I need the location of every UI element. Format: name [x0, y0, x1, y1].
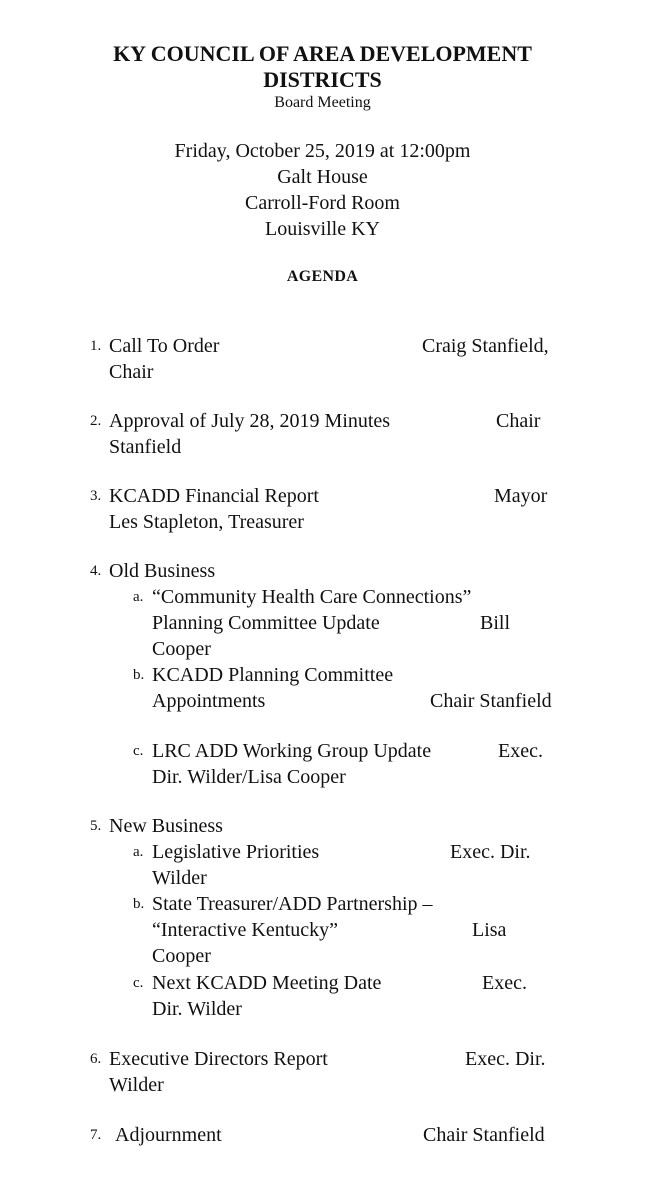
meeting-venue: Galt House [277, 166, 368, 188]
item-number: 6. [90, 1051, 102, 1067]
document-title-line1: KY COUNCIL OF AREA DEVELOPMENT [113, 41, 532, 66]
meeting-room: Carroll-Ford Room [245, 192, 400, 214]
sub-item-letter: c. [133, 975, 144, 991]
item-number: 1. [90, 338, 102, 354]
item-presenter: Chair [496, 410, 541, 432]
sub-item-title-cont: “Interactive Kentucky” [152, 919, 339, 941]
sub-item-presenter: Exec. Dir. [450, 841, 531, 863]
item-number: 5. [90, 818, 102, 834]
item-title: Call To Order [109, 335, 220, 357]
document-title-line2: DISTRICTS [263, 67, 382, 92]
item-presenter: Craig Stanfield, [422, 335, 549, 357]
item-number: 7. [90, 1127, 102, 1143]
sub-item-presenter-cont: Cooper [152, 638, 211, 660]
item-title: Executive Directors Report [109, 1048, 328, 1070]
item-presenter-cont: Les Stapleton, Treasurer [109, 511, 304, 533]
item-number: 2. [90, 413, 102, 429]
item-title: New Business [109, 815, 223, 837]
item-presenter: Mayor [494, 485, 548, 507]
item-title: Adjournment [115, 1124, 222, 1146]
sub-item-presenter: Exec. [482, 972, 527, 994]
meeting-city: Louisville KY [265, 218, 380, 240]
sub-item-letter: c. [133, 743, 144, 759]
sub-item-title: LRC ADD Working Group Update [152, 740, 432, 762]
sub-item-title: KCADD Planning Committee [152, 664, 394, 686]
sub-item-presenter: Chair Stanfield [430, 690, 552, 712]
item-title: Old Business [109, 560, 216, 582]
sub-item-title: “Community Health Care Connections” [152, 586, 472, 608]
sub-item-letter: b. [133, 896, 145, 912]
sub-item-letter: a. [133, 844, 144, 860]
agenda-heading: AGENDA [286, 268, 359, 285]
sub-item-title: State Treasurer/ADD Partnership – [152, 893, 433, 915]
sub-item-presenter-cont: Dir. Wilder/Lisa Cooper [152, 766, 346, 788]
item-presenter-cont: Wilder [109, 1074, 164, 1096]
sub-item-presenter-cont: Wilder [152, 867, 207, 889]
sub-item-presenter: Exec. [498, 740, 543, 762]
sub-item-presenter: Lisa [472, 919, 507, 941]
item-title: KCADD Financial Report [109, 485, 319, 507]
item-title: Approval of July 28, 2019 Minutes [109, 410, 391, 432]
sub-item-letter: a. [133, 589, 144, 605]
item-presenter-cont: Chair [109, 361, 154, 383]
sub-item-letter: b. [133, 667, 145, 683]
item-presenter-cont: Stanfield [109, 436, 182, 458]
item-presenter: Chair Stanfield [423, 1124, 545, 1146]
sub-item-title-cont: Appointments [152, 690, 266, 712]
meeting-date-time: Friday, October 25, 2019 at 12:00pm [174, 140, 471, 162]
sub-item-presenter: Bill [480, 612, 511, 634]
sub-item-title: Next KCADD Meeting Date [152, 972, 382, 994]
item-number: 3. [90, 488, 102, 504]
sub-item-title-cont: Planning Committee Update [152, 612, 380, 634]
item-presenter: Exec. Dir. [465, 1048, 546, 1070]
item-number: 4. [90, 563, 102, 579]
sub-item-presenter-cont: Dir. Wilder [152, 998, 242, 1020]
sub-item-presenter-cont: Cooper [152, 945, 211, 967]
sub-item-title: Legislative Priorities [152, 841, 320, 863]
meeting-type: Board Meeting [274, 94, 371, 111]
